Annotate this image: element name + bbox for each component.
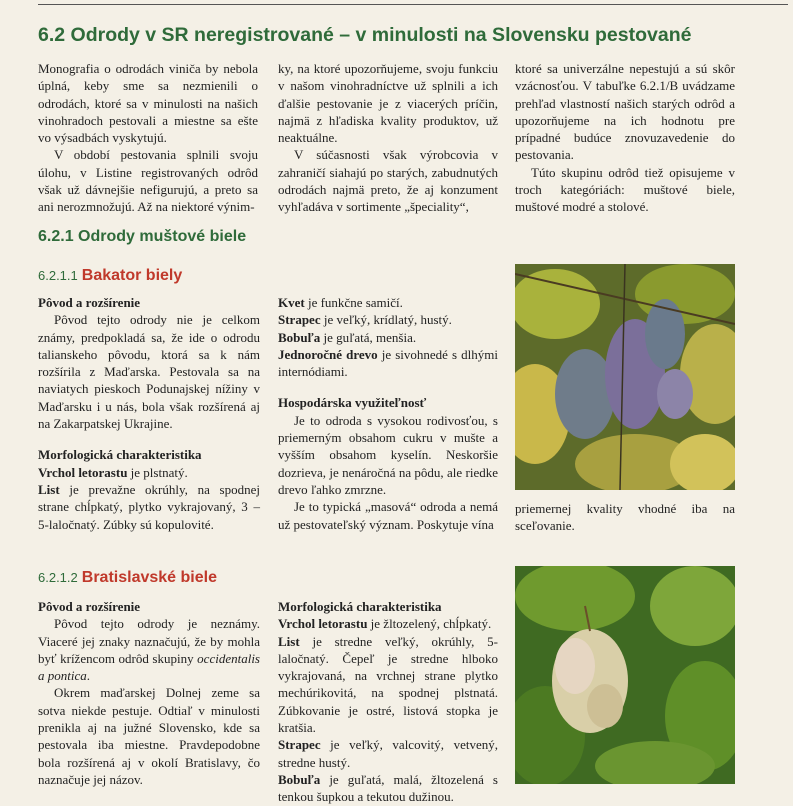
section-title-text: Odrody v SR neregistrované – v minulosti na Slovensku pestované — [70, 24, 692, 46]
morph-heading: Morfologická charakteristika — [278, 599, 442, 614]
shoot-description — [278, 615, 498, 632]
morph-heading: Morfologická charakteristika — [38, 447, 202, 463]
origin-heading: Pôvod a rozšírenie — [38, 599, 141, 614]
bratislavske-column-1 — [38, 598, 260, 788]
bratislavske-column-2 — [278, 598, 498, 806]
section-title — [38, 24, 788, 47]
berry-description — [278, 771, 498, 806]
usage-text: Je to typická „masová“ odroda a nemá už pestovateľský význam. Poskytuje vína — [278, 499, 498, 532]
shoot-description — [38, 464, 260, 481]
intro-column-2 — [278, 60, 498, 216]
leaf-description — [38, 481, 260, 533]
intro-paragraph: ktoré sa univerzálne nepestujú a sú skôr vzácnosťou. V tabuľke 6.2.1/B uvádzame prehľad vlastností našich starých odrôd a upozorňujeme na ich hodnotu pre prípadné budúce znovuzavedenie do pestovania. — [515, 61, 735, 163]
origin-text-part: . — [86, 668, 90, 684]
variety-name: Bratislavské biele — [81, 569, 217, 586]
intro-column-1 — [38, 60, 258, 216]
intro-column-3 — [515, 60, 735, 216]
berry-description — [278, 329, 498, 346]
subsection-heading — [38, 228, 246, 246]
section-number: 6.2 — [38, 24, 66, 46]
wood-description — [278, 346, 498, 381]
bakator-column-2 — [278, 294, 498, 533]
cluster-text: je veľký, krídlatý, hustý. — [320, 312, 452, 328]
variety-heading-bakator — [38, 263, 182, 285]
variety-heading-bratislavske — [38, 565, 217, 587]
origin-heading: Pôvod a rozšírenie — [38, 295, 141, 310]
shoot-text: je plstnatý. — [127, 464, 188, 480]
flower-description — [278, 294, 498, 311]
leaf-text: je stredne veľký, okrúhly, 5-laločnatý. Čepeľ je stredne hlboko vykrajovaná, na vrchnej strane plytko mechúrikovitá, na spodnej plstnatá. Zúbkovanie je ostré, listová stopka je kratšia. — [278, 633, 498, 736]
shoot-label: Vrchol letorastu — [38, 464, 128, 480]
cluster-label: Strapec — [278, 312, 321, 328]
variety-name: Bakator biely — [81, 267, 183, 284]
shoot-text: je žltozelený, chĺpkatý. — [367, 616, 492, 632]
leaf-description — [278, 633, 498, 737]
berry-label: Bobuľa — [278, 329, 321, 345]
origin-text: Pôvod tejto odrody nie je celkom známy, predpokladá sa, že ide o odrodu talianskeho pôvodu, ktorá sa k nám rozšírila z Maďarska. Pestovala sa na naviatych pieskoch Podunajskej nížiny v Maďarsku i u nás, bola však rozšírená aj na Zakarpatskej Ukrajine. — [38, 312, 260, 432]
subsection-title: Odrody muštové biele — [78, 228, 247, 245]
leaf-text: je prevažne okrúhly, na spodnej strane chĺpkatý, plytko vykrajovaný, 3 – 5-laločnatý. Zúbky sú kopulovité. — [38, 481, 260, 532]
flower-text: je funkčne samičí. — [304, 295, 403, 310]
cluster-description — [278, 311, 498, 328]
wood-text: je sivohnedé s dlhými internódiami. — [278, 346, 498, 380]
variety-number: 6.2.1.2 — [38, 570, 78, 585]
bakator-grape-photo — [515, 264, 735, 490]
berry-text: je guľatá, malá, žltozelená s tenkou šupkou a tekutou dužinou. — [278, 771, 498, 805]
usage-text: Je to odroda s vysokou rodivosťou, s priemerným obsahom cukru v mušte a vyšším obsahom kyselín. Neskoršie dozrieva, je nenáročná na pôdu, ale riedke drevo ľahko zmrzne. — [278, 412, 498, 497]
origin-text-part: Pôvod tejto odrody je neznámy. Viaceré jej znaky naznačujú, že by mohla byť krížencom odrôd skupiny — [38, 616, 260, 666]
usage-heading: Hospodárska využiteľnosť — [278, 395, 427, 411]
flower-label: Kvet — [278, 295, 305, 310]
shoot-label: Vrchol letorastu — [278, 616, 368, 632]
wood-label: Jednoročné drevo — [278, 346, 378, 362]
origin-text — [38, 615, 260, 684]
bakator-column-1 — [38, 294, 260, 533]
intro-paragraph: Túto skupinu odrôd tiež opisujeme v troch kategóriách: muštové biele, muštové modré a stolové. — [515, 164, 735, 215]
cluster-description — [278, 736, 498, 771]
bakator-column-3 — [515, 500, 735, 535]
berry-label: Bobuľa — [278, 771, 321, 787]
bratislavske-grape-photo — [515, 566, 735, 784]
top-rule — [38, 4, 788, 5]
variety-number: 6.2.1.1 — [38, 268, 78, 283]
usage-text-continued: priemernej kvality vhodné iba na sceľovanie. — [515, 501, 735, 534]
cluster-label: Strapec — [278, 737, 321, 753]
intro-paragraph: ky, na ktoré upozorňujeme, svoju funkciu v našom vinohradníctve už splnili a ich ďalšie pestovanie je z viacerých príčin, najmä z hľadiska kvality produktov, už neaktuálne. — [278, 61, 498, 146]
berry-text: je guľatá, menšia. — [320, 329, 417, 345]
origin-text: Okrem maďarskej Dolnej zeme sa sotva niekde pestuje. Odtiaľ v minulosti prenikla aj na južné Slovensko, kde sa pestovala iba miestne. Pravdepodobne bola rozšírená aj v okolí Bratislavy, čo naznačuje jej názov. — [38, 685, 260, 787]
leaf-label: List — [278, 633, 300, 649]
subsection-number: 6.2.1 — [38, 228, 74, 245]
cluster-text: je veľký, valcovitý, vetvený, stredne hustý. — [278, 737, 498, 770]
intro-paragraph: V období pestovania splnili svoju úlohu, v Listine registrovaných odrôd však už dávnejšie nefigurujú, a preto sa ani nerozmnožujú. Až na niektoré výnim- — [38, 147, 258, 215]
grape-cluster-image — [515, 566, 735, 784]
leaf-label: List — [38, 481, 60, 497]
grape-cluster-image — [515, 264, 735, 490]
intro-paragraph: V súčasnosti však výrobcovia v zahraničí siahajú po starých, zabudnutých odrodách najmä preto, že aj konzument vyhľadáva v sortimente „špeciality“, — [278, 147, 498, 215]
origin-text-italic: occidentalis a pontica — [38, 650, 260, 684]
intro-paragraph: Monografia o odrodách viniča by nebola úplná, keby sme sa nezmienili o odrodách, ktoré sa v minulosti na našich vinohradoch pestovali a miestne sa ešte vo výsadbách vyskytujú. — [38, 61, 258, 146]
